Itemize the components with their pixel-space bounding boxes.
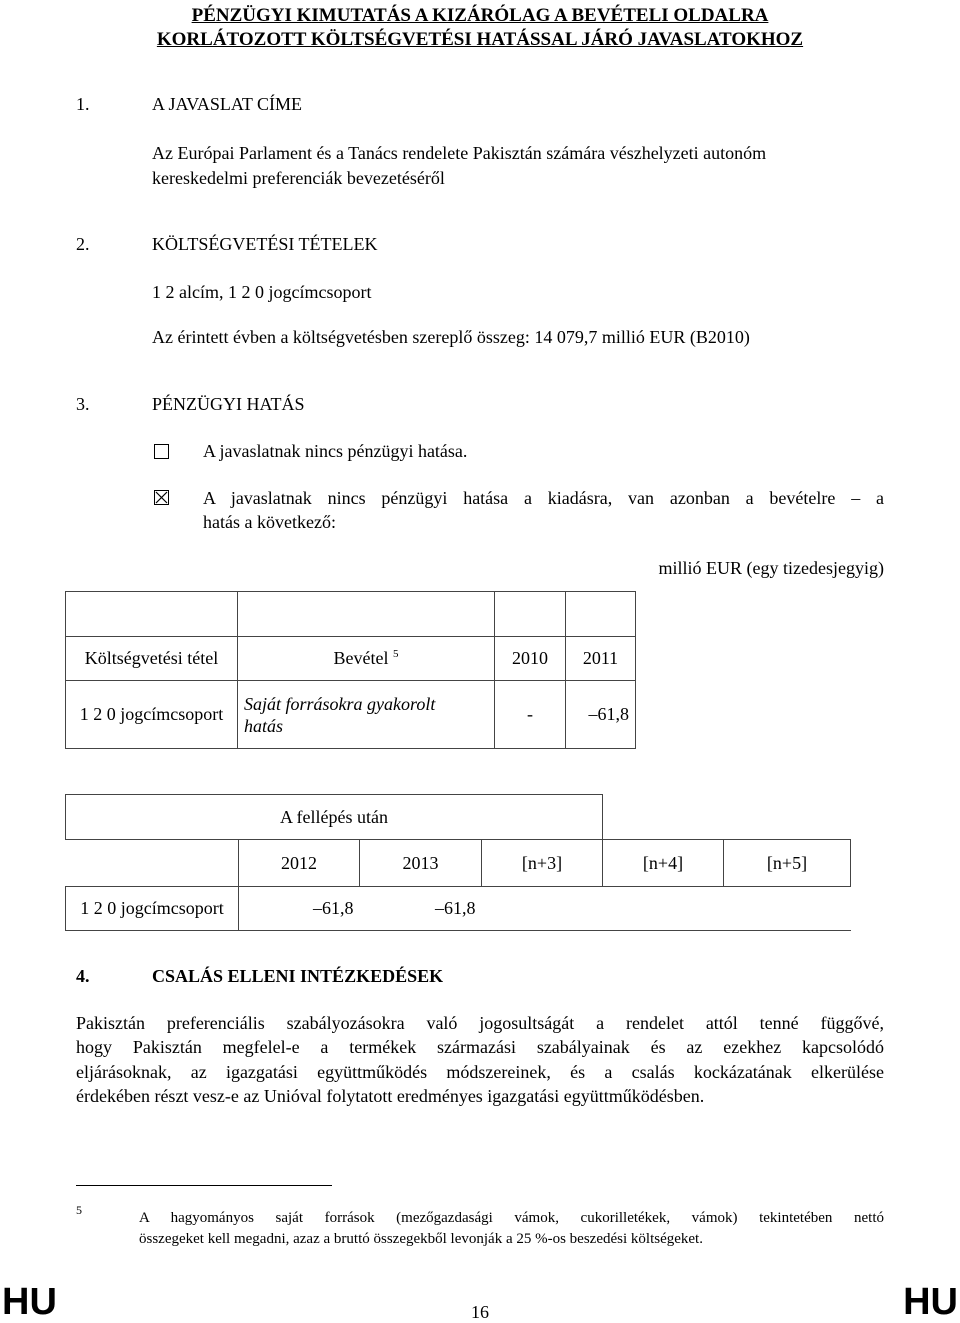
table-row [66, 681, 636, 749]
cell-2012-value: –61,8 [239, 887, 360, 931]
table-empty-row [66, 592, 636, 637]
option-no-impact-label: A javaslatnak nincs pénzügyi hatása. [203, 441, 468, 461]
cell-2013-value: –61,8 [360, 887, 482, 931]
post-action-table [65, 794, 851, 931]
section2-heading: KÖLTSÉGVETÉSI TÉTELEK [152, 234, 378, 254]
section3-number: 3. [76, 394, 90, 414]
cell-revenue-type [238, 681, 495, 749]
proposal-title-line1: Az Európai Parlament és a Tanács rendelete Pakisztán számára vészhelyzeti autonóm [152, 143, 767, 163]
footnote-line1: A hagyományos saját források (mezőgazdasági vámok, cukorilletékek, vámok) tekintetében nettó [139, 1210, 884, 1226]
year-2012: 2012 [239, 840, 360, 887]
anti-fraud-para-line4: érdekében részt vesz-e az Unióval folytatott eredményes igazgatási együttműködésben. [76, 1086, 705, 1106]
cell-2011-value: –61,8 [566, 681, 636, 749]
year-2013: 2013 [360, 840, 482, 887]
option-revenue-impact-line2: hatás a következő: [203, 512, 336, 532]
cell-2010-value: - [495, 681, 566, 749]
cell-n4-value [603, 887, 724, 931]
page-number: 16 [471, 1302, 489, 1322]
anti-fraud-para-line3: eljárásoknak, az igazgatási együttműködés módszereinek, és a csalás kockázatának elkerülése [76, 1062, 884, 1082]
cell-revenue-type-line1: Saját forrásokra gyakorolt [244, 693, 436, 714]
footer-language-right: HU [903, 1281, 958, 1323]
unit-note: millió EUR (egy tizedesjegyig) [658, 558, 884, 578]
group-header-after-action: A fellépés után [66, 795, 603, 840]
section4-number: 4. [76, 966, 90, 986]
year-n5: [n+5] [724, 840, 851, 887]
footnote-ref: 5 [392, 648, 399, 660]
anti-fraud-para-line1: Pakisztán preferenciális szabályozásokra való jogosultságát a rendelet attól tenné függővé, [76, 1013, 884, 1033]
year-n3: [n+3] [482, 840, 603, 887]
table-header-row [66, 637, 636, 681]
table-group-header-row [66, 795, 851, 840]
section3-heading: PÉNZÜGYI HATÁS [152, 394, 305, 414]
cell-revenue-type-line2: hatás [244, 715, 284, 736]
table-row [66, 887, 851, 931]
checkbox-no-impact[interactable] [154, 444, 169, 459]
proposal-title-line2: kereskedelmi preferenciák bevezetéséről [152, 168, 445, 188]
footer-language-left: HU [2, 1281, 57, 1323]
document-title-line2: KORLÁTOZOTT KÖLTSÉGVETÉSI HATÁSSAL JÁRÓ JAVASLATOKHOZ [156, 29, 804, 50]
col-header-2010: 2010 [495, 637, 566, 681]
document-title-line1: PÉNZÜGYI KIMUTATÁS A KIZÁRÓLAG A BEVÉTELI OLDALRA [191, 5, 769, 26]
col-header-revenue-label: Bevétel [333, 648, 389, 668]
cell-budget-item-2: 1 2 0 jogcímcsoport [66, 887, 239, 931]
col-header-budget-item: Költségvetési tétel [66, 637, 238, 681]
year-n4: [n+4] [603, 840, 724, 887]
revenue-table [65, 591, 636, 749]
cell-budget-item: 1 2 0 jogcímcsoport [66, 681, 238, 749]
anti-fraud-para-line2: hogy Pakisztán megfelel-e a termékek származási szabályainak és az ezekhez kapcsolódó [76, 1037, 884, 1057]
footnote-number: 5 [76, 1203, 82, 1217]
section1-number: 1. [76, 94, 90, 114]
table-years-row [66, 840, 851, 887]
option-revenue-impact-line1: A javaslatnak nincs pénzügyi hatása a kiadásra, van azonban a bevételre – a [203, 488, 884, 508]
section1-heading: A JAVASLAT CÍME [152, 94, 303, 114]
footnote-line2: összegeket kell megadni, azaz a bruttó összegekből levonják a 25 %-os beszedési költségeket. [139, 1231, 703, 1247]
col-header-revenue [238, 637, 495, 681]
checkbox-revenue-impact[interactable] [154, 490, 169, 505]
footnote-separator [76, 1185, 332, 1186]
section2-number: 2. [76, 234, 90, 254]
section4-heading: CSALÁS ELLENI INTÉZKEDÉSEK [152, 966, 444, 986]
checkmark-x-icon [155, 491, 168, 504]
col-header-2011: 2011 [566, 637, 636, 681]
budget-amount-text: Az érintett évben a költségvetésben szereplő összeg: 14 079,7 millió EUR (B2010) [152, 327, 750, 347]
cell-n5-value [724, 887, 851, 931]
cell-n3-value [482, 887, 603, 931]
budget-line-text: 1 2 alcím, 1 2 0 jogcímcsoport [152, 282, 372, 302]
